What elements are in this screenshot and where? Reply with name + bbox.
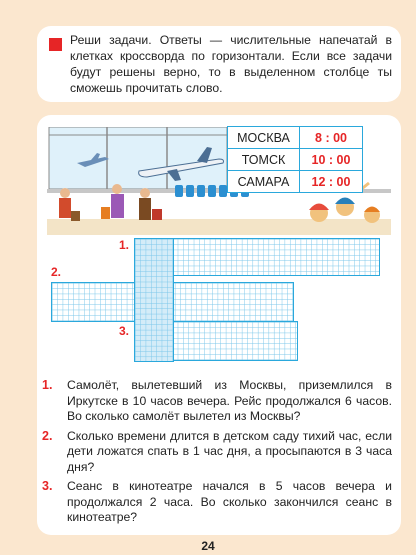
crossword-label-3: 3. [119, 324, 130, 338]
table-row [228, 171, 363, 193]
question-text: Сеанс в кинотеатре начался в 5 часов вечера и продолжался 2 часа. Во сколько закончился сеанс в кинотеатре? [67, 479, 392, 524]
schedule-city: САМАРА [228, 171, 300, 193]
task-instructions: Реши задачи. Ответы — числительные напечатай в клетках кроссворда по горизонтали. Если все задачи будут решены верно, то в выделенном столбце ты сможешь прочитать слово. [70, 33, 392, 95]
question-number: 2. [42, 428, 53, 443]
question-number: 1. [42, 378, 53, 392]
schedule-time: 10 : 00 [300, 149, 363, 171]
list-item [42, 479, 392, 526]
list-item [42, 429, 392, 476]
schedule-time: 8 : 00 [300, 127, 363, 149]
table-row [228, 127, 363, 149]
page-number: 24 [201, 539, 215, 553]
schedule-city: МОСКВА [228, 127, 300, 149]
crossword-label-2: 2. [51, 265, 62, 279]
schedule-city: ТОМСК [228, 149, 300, 171]
question-text: Самолёт, вылетевший из Москвы, приземлился в Иркутске в 10 часов вечера. Рейс продолжался 6 часов. Во сколько самолёт вылетел из Москвы? [67, 378, 392, 423]
list-item [42, 378, 392, 425]
questions-list [42, 378, 392, 530]
crossword-highlighted-column[interactable] [134, 238, 174, 362]
task-card [37, 26, 401, 102]
question-number: 3. [42, 479, 53, 493]
schedule-time: 12 : 00 [300, 171, 363, 193]
flight-schedule-table [227, 126, 363, 193]
table-row [228, 149, 363, 171]
crossword-label-1: 1. [119, 238, 130, 252]
question-text: Сколько времени длится в детском саду тихий час, если дети ложатся спать в 1 час дня, а просыпаются в 3 часа дня? [67, 428, 392, 474]
task-marker-icon [49, 38, 62, 51]
